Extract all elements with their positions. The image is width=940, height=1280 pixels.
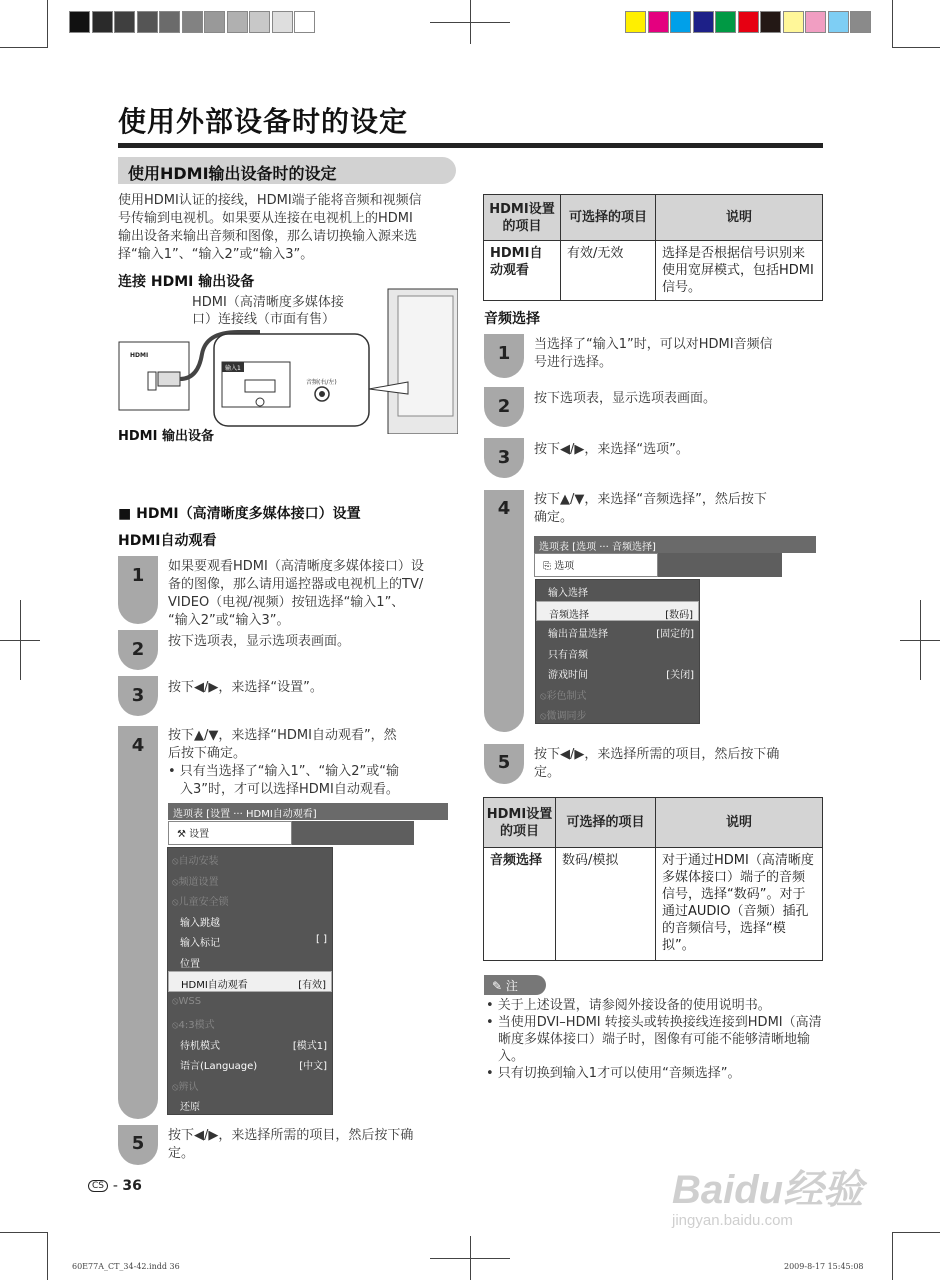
step-number: 3 (131, 685, 145, 706)
color-swatch (159, 11, 180, 33)
step-text (534, 491, 824, 527)
step-pill (484, 490, 524, 732)
step-line: 当选择了“输入1”时，可以对HDMI音频信 (534, 337, 773, 352)
table-cell: 对于通过HDMI（高清晰度多媒体接口）端子的音频信号，选择“数码”。对于通过AUDIO（音频）插孔的音频信号，选择“模拟”。 (656, 848, 823, 961)
audio-jack-center (319, 391, 325, 397)
disabled-icon: ⦸ (172, 995, 179, 1007)
menu-item[interactable] (168, 1053, 332, 1074)
menu-item-label: WSS (178, 995, 202, 1007)
color-swatch (114, 11, 135, 33)
note-label (484, 975, 546, 995)
step-text (168, 1127, 458, 1163)
section-title: 使用HDMI输出设备时的设定 (118, 157, 456, 184)
watermark-url: jingyan.baidu.com (672, 1212, 793, 1229)
hdmi-auto-view-table (483, 194, 823, 301)
menu-item-value: [ ] (316, 934, 327, 945)
menu-item[interactable] (168, 930, 332, 951)
menu-item-value: [固定的] (656, 629, 694, 640)
table-cell: 音频选择 (484, 848, 556, 961)
color-swatch (137, 11, 158, 33)
menu-header: 选项表 [设置 ··· HDMI自动观看] (168, 803, 448, 820)
footer-date: 2009-8-17 15:45:08 (784, 1262, 864, 1271)
note-label-text: 注 (505, 979, 518, 993)
menu-list (535, 579, 700, 724)
step-text: 按下◀/▶，来选择“设置”。 (168, 680, 323, 695)
menu-item-label: 音频选择 (549, 609, 589, 621)
menu-item[interactable] (536, 621, 699, 642)
table-cell: 有效/无效 (561, 241, 656, 301)
disabled-icon: ⦸ (172, 856, 179, 867)
step-text: 按下◀/▶，来选择“选项”。 (534, 442, 689, 457)
note-item: • 关于上述设置，请参阅外接设备的使用说明书。 (486, 998, 771, 1013)
menu-item-label: 输入跳越 (180, 917, 220, 929)
step-line: 按下▲/▼，来选择“HDMI自动观看”，然 (168, 728, 397, 743)
intro-line: 输出设备来输出音频和图像，那么请切换输入源来选 (118, 229, 418, 244)
color-swatch (204, 11, 225, 33)
hdmi-plug (158, 372, 180, 386)
menu-item (536, 683, 699, 704)
menu-item[interactable] (168, 1094, 332, 1115)
menu-item (168, 1074, 332, 1095)
menu-list (167, 847, 333, 1115)
menu-item-label: 输入选择 (548, 588, 588, 599)
menu-item-label: 4:3模式 (178, 1020, 215, 1031)
note-item: • 只有切换到输入1才可以使用“音频选择”。 (486, 1066, 741, 1081)
disabled-icon: ⦸ (540, 711, 547, 722)
menu-tab-settings[interactable] (168, 821, 292, 845)
step-number: 2 (497, 396, 511, 417)
menu-tab-label: 设置 (189, 829, 210, 840)
step-text (168, 727, 458, 799)
footer-file: 60E77A_CT_34-42.indd 36 (72, 1262, 180, 1271)
intro-line: 择“输入1”、“输入2”或“输入3”。 (118, 247, 314, 262)
menu-item (168, 889, 332, 910)
audio-jack-label: 音频(右/左) (306, 379, 337, 386)
color-swatch (227, 11, 248, 33)
color-swatch (783, 11, 804, 33)
disabled-icon: ⦸ (172, 897, 179, 908)
disabled-icon: ⦸ (172, 876, 179, 888)
color-swatch (182, 11, 203, 33)
table-cell: 数码/模拟 (556, 848, 656, 961)
step-text (168, 558, 458, 630)
menu-item-label: 待机模式 (180, 1040, 220, 1052)
menu-item (168, 1012, 332, 1033)
hdmi-device-logo: HDMI (130, 352, 149, 359)
step-line: 按下◀/▶，来选择所需的项目，然后按下确 (534, 747, 780, 762)
device-label: HDMI 输出设备 (118, 429, 214, 444)
connection-illustration (118, 284, 458, 434)
menu-item-label: HDMI自动观看 (181, 980, 248, 991)
step-number: 1 (497, 343, 511, 364)
menu-item-label: 只有音频 (548, 649, 588, 661)
menu-item-value: [有效] (298, 980, 326, 991)
step-line: 号进行选择。 (534, 355, 613, 370)
settings-icon: ⚒ (177, 829, 190, 840)
menu-item-value: [关闭] (666, 670, 694, 681)
menu-tab-empty (292, 821, 414, 845)
step-number: 2 (131, 639, 145, 660)
intro-line: 使用HDMI认证的接线，HDMI端子能将音频和视频信 (118, 193, 422, 208)
options-icon: ⎘ (543, 561, 555, 572)
pencil-icon: ✎ (492, 979, 506, 993)
color-swatch (805, 11, 826, 33)
color-swatch (760, 11, 781, 33)
menu-item[interactable] (168, 951, 332, 972)
tv-back-panel (398, 296, 453, 416)
intro-text (118, 192, 458, 264)
step-text: 按下选项表，显示选项表画面。 (534, 391, 717, 406)
step-line: 按下▲/▼，来选择“音频选择”，然后按下 (534, 492, 767, 507)
cable-label-line: HDMI（高清晰度多媒体接 (192, 295, 344, 310)
menu-tab-empty (658, 553, 782, 577)
color-swatch (92, 11, 113, 33)
menu-item-value: [模式1] (292, 1040, 327, 1052)
step-line: 定。 (168, 1146, 195, 1161)
step-line: 备的图像，那么请用遥控器或电视机上的TV/ (168, 577, 424, 592)
audio-select-heading: 音频选择 (484, 311, 540, 327)
step-text (534, 336, 824, 372)
title-rule (118, 143, 823, 148)
menu-item (168, 992, 332, 1013)
disabled-icon: ⦸ (172, 1081, 179, 1093)
notes-list (484, 997, 824, 1082)
menu-item[interactable] (536, 580, 699, 601)
page-number: CS - 36 (88, 1178, 142, 1194)
step-bullet-line: • 只有当选择了“输入1”、“输入2”或“输 (168, 764, 400, 779)
tv-hdmi-port (245, 380, 275, 392)
color-swatch (693, 11, 714, 33)
color-swatch (272, 11, 293, 33)
menu-item-label: 辨认 (178, 1081, 199, 1093)
menu-item-label: 频道设置 (178, 876, 219, 888)
input-tag: 输入1 (225, 365, 241, 372)
step-pill (118, 726, 158, 1119)
color-swatch (738, 11, 759, 33)
table-header: 可选择的项目 (556, 798, 656, 848)
page-title: 使用外部设备时的设定 (118, 105, 409, 138)
color-swatch (850, 11, 871, 33)
menu-item-label: 输出音量选择 (548, 629, 608, 640)
menu-item-value: [数码] (665, 609, 693, 621)
table-header: 说明 (656, 195, 823, 241)
step-line: VIDEO（电视/视频）按钮选择“输入1”、 (168, 595, 405, 610)
menu-item[interactable] (168, 910, 332, 931)
menu-item-label: 自动安装 (178, 856, 219, 867)
table-header: HDMI设置的项目 (484, 798, 556, 848)
step-line: 定。 (534, 765, 561, 780)
color-swatch (828, 11, 849, 33)
step-number: 5 (131, 1133, 145, 1154)
step-bullet-line: 入3”时，才可以选择HDMI自动观看。 (180, 782, 399, 797)
table-cell: HDMI自动观看 (484, 241, 561, 301)
step-line: 后按下确定。 (168, 746, 247, 761)
table-header: 可选择的项目 (561, 195, 656, 241)
note-item: • 当使用DVI–HDMI 转接头或转换接线连接到HDMI（高清晰度多媒体接口）端子时，图像有可能不能够清晰地输入。 (486, 1015, 822, 1064)
disabled-icon: ⦸ (540, 690, 547, 702)
hdmi-port (148, 372, 156, 390)
menu-item (168, 869, 332, 890)
color-swatch (715, 11, 736, 33)
menu-item (168, 848, 332, 869)
panel-screw (256, 398, 264, 406)
step-line: 按下◀/▶，来选择所需的项目，然后按下确 (168, 1128, 414, 1143)
step-text (534, 746, 824, 782)
table-header: HDMI设置的项目 (484, 195, 561, 241)
menu-item-label: 还原 (180, 1102, 200, 1113)
step-line: 如果要观看HDMI（高清晰度多媒体接口）设 (168, 559, 424, 574)
step-number: 3 (497, 447, 511, 468)
menu-item[interactable] (536, 642, 699, 663)
step-number: 4 (497, 498, 511, 519)
menu-item-label: 微调同步 (546, 711, 587, 722)
menu-tab-options[interactable] (534, 553, 658, 577)
color-swatch (625, 11, 646, 33)
intro-line: 号传输到电视机。如果要从连接在电视机上的HDMI (118, 211, 413, 226)
lang-badge: CS (88, 1180, 108, 1192)
menu-item[interactable] (536, 662, 699, 683)
audio-select-table (483, 797, 823, 961)
menu-item-label: 游戏时间 (548, 670, 588, 681)
color-swatch (670, 11, 691, 33)
menu-header: 选项表 [选项 ··· 音频选择] (534, 536, 816, 553)
connect-heading: 连接 HDMI 输出设备 (118, 274, 255, 290)
table-cell: 选择是否根据信号识别来使用宽屏模式，包括HDMI信号。 (656, 241, 823, 301)
hdmi-settings-heading-text: HDMI（高清晰度多媒体接口）设置 (136, 506, 361, 522)
step-number: 4 (131, 735, 145, 756)
step-line: “输入2”或“输入3”。 (168, 613, 290, 628)
hdmi-settings-heading (118, 503, 361, 523)
cable-label-line: 口）连接线（市面有售） (192, 312, 336, 327)
menu-tab-label: 选项 (554, 561, 575, 572)
menu-item-label: 彩色制式 (546, 690, 587, 702)
step-number: 5 (497, 752, 511, 773)
color-swatch (648, 11, 669, 33)
menu-item-label: 输入标记 (180, 938, 220, 949)
step-text: 按下选项表，显示选项表画面。 (168, 634, 351, 649)
menu-item[interactable] (168, 971, 332, 992)
table-header: 说明 (656, 798, 823, 848)
menu-item[interactable] (168, 1033, 332, 1054)
auto-view-heading: HDMI自动观看 (118, 533, 217, 549)
disabled-icon: ⦸ (172, 1020, 179, 1031)
color-swatch (69, 11, 90, 33)
menu-item (536, 703, 699, 724)
menu-item-label: 儿童安全锁 (178, 897, 229, 908)
menu-item-label: 语言(Language) (180, 1061, 258, 1072)
step-line: 确定。 (534, 510, 574, 525)
color-swatch (249, 11, 270, 33)
watermark-brand: Baidu经验 (672, 1168, 864, 1212)
menu-item-value: [中文] (299, 1061, 327, 1072)
page-number-text: 36 (122, 1178, 142, 1194)
step-number: 1 (131, 565, 145, 586)
color-swatch (294, 11, 315, 33)
menu-item-label: 位置 (180, 958, 200, 970)
square-bullet-icon: ■ (118, 506, 137, 522)
menu-item[interactable] (536, 601, 699, 622)
